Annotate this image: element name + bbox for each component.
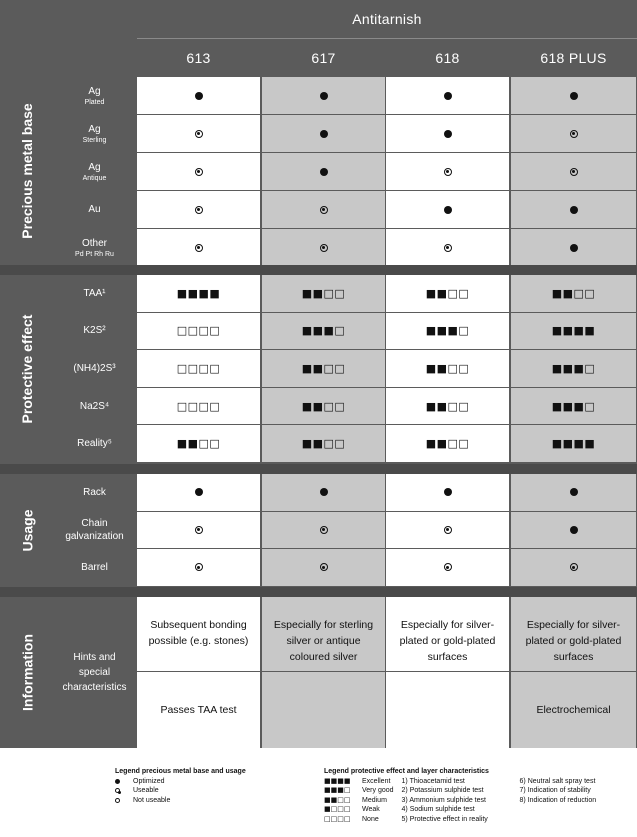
table-cell <box>386 512 509 549</box>
legend-note: 5) Protective effect in reality <box>401 815 488 823</box>
table-cell <box>262 115 385 152</box>
rating-optimized-icon <box>320 92 328 100</box>
table-cell <box>511 191 636 228</box>
rating-optimized-icon <box>195 488 203 496</box>
section-title-usage: Usage <box>19 509 35 552</box>
legend-useable-icon <box>115 788 120 793</box>
row-label <box>54 229 135 266</box>
row-label-text: Na2S⁴ <box>79 400 110 412</box>
rating-optimized-icon <box>570 488 578 496</box>
rating-squares: ■■□□ <box>425 286 470 300</box>
table-cell <box>386 474 509 511</box>
row-label-text: Reality⁵ <box>77 438 112 450</box>
table-cell <box>511 350 636 387</box>
legend-notes-a <box>402 777 512 825</box>
note-cell <box>262 672 385 748</box>
rating-squares: ■■■■ <box>551 324 596 338</box>
row-label <box>54 153 135 190</box>
row-label-sub: Antique <box>82 174 107 182</box>
legend-note: 7) Indication of stability <box>519 787 591 794</box>
row-label-text: Barrel <box>81 561 108 573</box>
row-label <box>54 350 135 387</box>
row-label <box>54 313 135 350</box>
legend-rating-item <box>324 815 394 825</box>
table-cell <box>386 115 509 152</box>
row-label <box>54 77 135 114</box>
table-cell <box>511 77 636 114</box>
table-cell <box>262 425 385 462</box>
rating-squares: ■■□□ <box>425 361 470 375</box>
row-label-text: Chain galvanization <box>65 517 124 542</box>
legend-rating-label: None <box>362 815 379 823</box>
rating-squares: ■■■■ <box>176 286 221 300</box>
legend-protective-grid <box>324 777 634 825</box>
legend-note: 4) Sodium sulphide test <box>401 806 475 813</box>
legend-note: 2) Potassium sulphide test <box>401 787 484 794</box>
rating-useable-icon <box>570 563 578 571</box>
table-cell <box>137 77 260 114</box>
hint-cell: Subsequent bonding possible (e.g. stones) <box>137 597 260 671</box>
table-cell <box>137 115 260 152</box>
legend-rating-symbol: □□□□ <box>324 814 351 823</box>
rating-squares: ■■■□ <box>301 324 346 338</box>
table-cell <box>137 275 260 312</box>
row-label-text: (NH4)2S³ <box>73 362 116 374</box>
legend-rating-symbol: ■■□□ <box>324 795 351 804</box>
legend-usage-label: Useable <box>133 787 159 794</box>
rating-useable-icon <box>444 563 452 571</box>
legend-usage <box>115 767 285 805</box>
legend-rating-item <box>324 777 394 787</box>
header-title: Antitarnish <box>352 11 422 27</box>
table-cell <box>262 191 385 228</box>
column-header-618-plus: 618 PLUS <box>540 50 607 66</box>
legend-rating-label: Medium <box>362 796 387 804</box>
row-label <box>54 549 135 586</box>
rating-useable-icon <box>195 168 203 176</box>
note-cell: Passes TAA test <box>137 672 260 748</box>
rating-useable-icon <box>570 168 578 176</box>
rating-squares: ■■■□ <box>551 399 596 413</box>
rating-useable-icon <box>444 244 452 252</box>
table-cell <box>137 191 260 228</box>
table-cell <box>511 388 636 425</box>
legend-usage-item <box>115 777 285 787</box>
table-cell <box>262 229 385 266</box>
table-cell <box>262 549 385 586</box>
rating-useable-icon <box>444 526 452 534</box>
legend-usage-label: Not useable <box>133 796 171 804</box>
legend-not-useable-icon <box>115 798 120 803</box>
row-label-sub: Sterling <box>82 136 107 144</box>
table-cell <box>137 388 260 425</box>
legend-note: 6) Neutral salt spray test <box>519 777 596 785</box>
section-title-precious: Precious metal base <box>19 103 35 239</box>
rating-squares: ■■□□ <box>301 286 346 300</box>
rating-squares: □□□□ <box>176 324 221 338</box>
table-cell <box>262 350 385 387</box>
hint-cell: Especially for sterling silver or antique coloured silver <box>262 597 385 671</box>
section-separator <box>0 587 637 597</box>
table-cell <box>386 229 509 266</box>
rating-optimized-icon <box>320 488 328 496</box>
column-header-618: 618 <box>435 50 460 66</box>
row-label-sub: Plated <box>84 98 105 106</box>
table-cell <box>262 474 385 511</box>
table-cell <box>262 512 385 549</box>
note-cell: Electrochemical <box>511 672 636 748</box>
legend-note: 8) Indication of reduction <box>519 796 597 804</box>
section-separator <box>0 265 637 275</box>
rating-optimized-icon <box>444 130 452 138</box>
rating-optimized-icon <box>444 488 452 496</box>
table-cell <box>262 313 385 350</box>
legend-note: 3) Ammonium sulphide test <box>401 796 486 804</box>
info-row-label: Hints and special characteristics <box>62 652 127 693</box>
rating-useable-icon <box>320 563 328 571</box>
table-cell <box>137 229 260 266</box>
row-label-text: Other <box>81 237 107 249</box>
row-label <box>54 275 135 312</box>
legend-rating-label: Weak <box>362 806 380 813</box>
rating-squares: ■■□□ <box>301 437 346 451</box>
column-header-617: 617 <box>311 50 336 66</box>
table-cell <box>386 191 509 228</box>
table-cell <box>137 313 260 350</box>
table-cell <box>511 512 636 549</box>
section-title-information: Information <box>19 634 35 711</box>
rating-squares: □□□□ <box>176 361 221 375</box>
rating-useable-icon <box>195 526 203 534</box>
rating-useable-icon <box>195 206 203 214</box>
legend-protective <box>324 767 634 824</box>
table-cell <box>511 549 636 586</box>
rating-useable-icon <box>570 130 578 138</box>
row-label-text: Au <box>88 204 101 215</box>
section-title-protective: Protective effect <box>19 314 35 424</box>
table-cell <box>511 275 636 312</box>
hint-cell: Especially for silver-plated or gold-plated surfaces <box>511 597 636 671</box>
table-cell <box>386 350 509 387</box>
row-label <box>54 425 135 462</box>
legend-symbol <box>115 798 133 803</box>
rating-squares: ■■■□ <box>425 324 470 338</box>
row-label <box>54 191 135 228</box>
table-cell <box>386 77 509 114</box>
table-cell <box>262 388 385 425</box>
legend-rating-item <box>324 805 394 815</box>
table-cell <box>137 350 260 387</box>
table-cell <box>511 115 636 152</box>
legend-notes-b <box>520 777 597 825</box>
section-separator <box>0 464 637 474</box>
legend-rating-item <box>324 796 394 806</box>
legend-protective-title: Legend protective effect and layer characteristics <box>324 768 489 775</box>
table-cell <box>386 388 509 425</box>
legend-usage-item <box>115 796 285 806</box>
table-cell <box>386 425 509 462</box>
row-label <box>54 388 135 425</box>
table-cell <box>137 512 260 549</box>
row-label-text: Rack <box>83 486 106 498</box>
rating-optimized-icon <box>444 92 452 100</box>
rating-optimized-icon <box>320 130 328 138</box>
row-label <box>54 512 135 549</box>
legend-rating-symbol: ■□□□ <box>324 805 351 813</box>
rating-useable-icon <box>320 526 328 534</box>
rating-squares: ■■□□ <box>425 437 470 451</box>
rating-optimized-icon <box>570 244 578 252</box>
hint-cell: Especially for silver-plated or gold-plated surfaces <box>386 597 509 671</box>
row-label-text: Ag <box>88 85 101 97</box>
rating-squares: ■■□□ <box>301 399 346 413</box>
legend-usage-label: Optimized <box>133 777 165 785</box>
table-cell <box>137 153 260 190</box>
table-cell <box>262 153 385 190</box>
row-label-text: Ag <box>88 123 101 135</box>
table-cell <box>386 549 509 586</box>
rating-useable-icon <box>195 244 203 252</box>
rating-optimized-icon <box>444 206 452 214</box>
table-cell <box>511 425 636 462</box>
table-cell <box>511 229 636 266</box>
legend-note: 1) Thioacetamid test <box>401 777 465 785</box>
rating-squares: ■■□□ <box>425 399 470 413</box>
rating-useable-icon <box>195 130 203 138</box>
rating-squares: ■■■□ <box>551 361 596 375</box>
row-label-text: TAA¹ <box>83 287 106 299</box>
table-cell <box>137 425 260 462</box>
note-cell <box>386 672 509 748</box>
rating-optimized-icon <box>570 526 578 534</box>
table-cell <box>511 474 636 511</box>
table-cell <box>511 313 636 350</box>
row-label-text: K2S² <box>83 325 106 337</box>
table-cell <box>137 549 260 586</box>
legend-optimized-icon <box>115 779 120 784</box>
rating-useable-icon <box>444 168 452 176</box>
table-cell <box>386 275 509 312</box>
legend-rating-symbol: ■■■□ <box>324 786 351 794</box>
table-cell <box>262 77 385 114</box>
rating-squares: ■■■■ <box>551 437 596 451</box>
row-label <box>54 115 135 152</box>
rating-useable-icon <box>320 244 328 252</box>
legend-rating-label: Very good <box>362 787 394 794</box>
legend-rating-label: Excellent <box>362 777 391 785</box>
rating-squares: ■■□□ <box>551 286 596 300</box>
table-cell <box>386 313 509 350</box>
legend-rating-symbol: ■■■■ <box>324 776 351 785</box>
rating-optimized-icon <box>320 168 328 176</box>
rating-optimized-icon <box>195 92 203 100</box>
table-cell <box>262 275 385 312</box>
rating-squares: ■■□□ <box>301 361 346 375</box>
rating-squares: ■■□□ <box>176 437 221 451</box>
legend-usage-title: Legend precious metal base and usage <box>115 768 246 775</box>
legend-rating-item <box>324 786 394 796</box>
table-cell <box>137 474 260 511</box>
legend-ratings <box>324 777 394 825</box>
rating-optimized-icon <box>570 206 578 214</box>
legend-usage-item <box>115 786 285 796</box>
row-label-sub: Pd Pt Rh Ru <box>75 250 114 258</box>
rating-optimized-icon <box>570 92 578 100</box>
row-label-text: Ag <box>88 161 101 173</box>
column-header-613: 613 <box>186 50 211 66</box>
legend-symbol <box>115 779 133 784</box>
rating-useable-icon <box>195 563 203 571</box>
rating-squares: □□□□ <box>176 399 221 413</box>
legend-symbol <box>115 788 133 793</box>
table-cell <box>511 153 636 190</box>
rating-useable-icon <box>320 206 328 214</box>
table-cell <box>386 153 509 190</box>
row-label <box>54 474 135 511</box>
